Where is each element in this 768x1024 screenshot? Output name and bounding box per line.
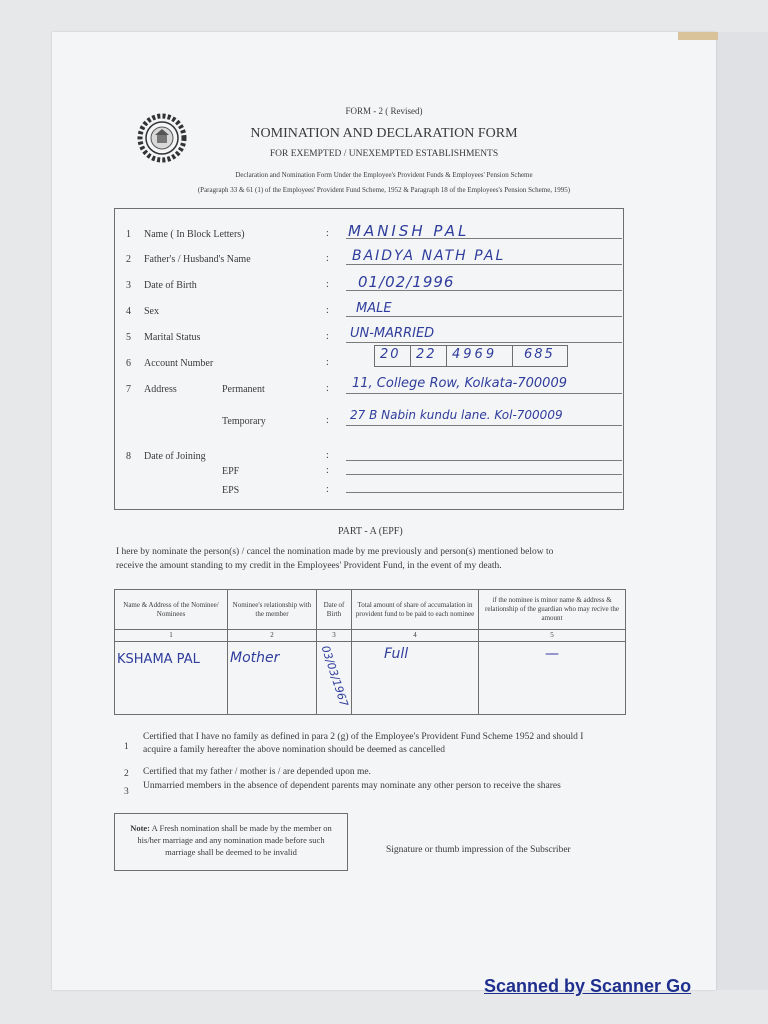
colon: : [326, 465, 329, 476]
table-number-row [115, 630, 626, 642]
account-number-label: Account Number [144, 358, 214, 369]
part-a-title: PART - A (EPF) [338, 526, 403, 537]
part-a-intro-line2: receive the amount standing to my credit in the Employees' Provident Fund, in the event of my death. [116, 561, 502, 571]
nominee-dob: 03/03/1967 [318, 643, 351, 709]
father-name-value[interactable]: BAIDYA NATH PAL [352, 248, 506, 264]
form-description-1: Declaration and Nomination Form Under the Employee's Provident Funds & Employees' Pension Scheme [235, 171, 533, 179]
colon: : [326, 415, 329, 426]
nominee-dob-cell[interactable] [317, 641, 352, 714]
dob-value[interactable]: 01/02/1996 [358, 273, 455, 291]
colon: : [326, 383, 329, 394]
relationship-cell[interactable] [228, 641, 317, 714]
permanent-underline [346, 393, 622, 394]
field-number: 3 [126, 280, 131, 291]
cert-number: 3 [124, 787, 129, 797]
field-number: 8 [126, 451, 131, 462]
nominee-relationship: Mother [230, 649, 280, 666]
colon: : [326, 357, 329, 368]
account-part: 685 [524, 347, 555, 362]
father-underline [346, 264, 622, 265]
colon: : [326, 331, 329, 342]
column-number: 5 [479, 630, 626, 642]
guardian-value: — [545, 645, 559, 662]
dob-underline [346, 290, 622, 291]
marital-underline [346, 342, 622, 343]
colon: : [326, 228, 329, 239]
part-a-intro-line1: I here by nominate the person(s) / cancel the nomination made by me previously and person(s) mentioned below to [116, 547, 554, 557]
form-title: NOMINATION AND DECLARATION FORM [250, 126, 518, 141]
column-header: Name & Address of the Nominee/ Nominees [115, 590, 228, 630]
epf-label: EPF [222, 466, 240, 477]
account-part: 4969 [452, 347, 498, 362]
table-row [115, 641, 626, 714]
account-part: 20 [380, 347, 401, 362]
permanent-address-value[interactable]: 11, College Row, Kolkata-700009 [352, 376, 567, 391]
certification-1-line1: Certified that I have no family as defined in para 2 (g) of the Employee's Provident Fund Scheme 1952 and should I [143, 732, 584, 742]
address-label: Address [144, 384, 177, 395]
share-cell[interactable] [352, 641, 479, 714]
father-name-label: Father's / Husband's Name [144, 254, 251, 265]
account-divider [446, 345, 447, 366]
field-number: 4 [126, 306, 131, 317]
note-line1 [114, 823, 348, 833]
column-number: 2 [228, 630, 317, 642]
colon: : [326, 450, 329, 461]
colon: : [326, 305, 329, 316]
cert-number: 2 [124, 769, 129, 779]
signature-label[interactable]: Signature or thumb impression of the Subscriber [386, 845, 571, 855]
field-number: 7 [126, 384, 131, 395]
temporary-address-value[interactable]: 27 B Nabin kundu lane. Kol-700009 [350, 408, 563, 422]
nominee-name-cell[interactable] [115, 641, 228, 714]
permanent-address-label: Permanent [222, 384, 265, 395]
joining-underline [346, 460, 622, 461]
column-header: Total amount of share of accumalation in provident fund to be paid to each nominee [352, 590, 479, 630]
field-number: 2 [126, 254, 131, 265]
colon: : [326, 279, 329, 290]
form-number: FORM - 2 ( Revised) [345, 106, 423, 116]
note-line3: marriage shall be deemed to be invalid [165, 847, 297, 857]
account-divider [512, 345, 513, 366]
colon: : [326, 253, 329, 264]
form-subtitle: FOR EXEMPTED / UNEXEMPTED ESTABLISHMENTS [269, 149, 499, 159]
background-strip [716, 32, 768, 990]
date-of-joining-label: Date of Joining [144, 451, 206, 462]
field-number: 6 [126, 358, 131, 369]
column-header: Nominee's relationship with the member [228, 590, 317, 630]
account-part: 22 [416, 347, 437, 362]
scanner-watermark: Scanned by Scanner Go [484, 976, 692, 996]
epf-underline[interactable] [346, 474, 622, 475]
folder-tab [678, 32, 718, 40]
form-description-2: (Paragraph 33 & 61 (1) of the Employees' Provident Fund Scheme, 1952 & Paragraph 18 of the Employees's Pension Scheme, 1995) [197, 186, 571, 194]
certification-3: Unmarried members in the absence of dependent parents may nominate any other person to receive the shares [143, 781, 561, 791]
column-header: Date of Birth [317, 590, 352, 630]
nominee-table [114, 589, 626, 715]
sex-underline [346, 316, 622, 317]
colon: : [326, 484, 329, 495]
column-header: if the nominee is minor name & address & relationship of the guardian who may recive the amount [479, 590, 626, 630]
field-number: 5 [126, 332, 131, 343]
sex-value[interactable]: MALE [356, 301, 392, 316]
nominee-name: KSHAMA PAL [117, 651, 200, 667]
name-label: Name ( In Block Letters) [144, 229, 245, 240]
column-number: 1 [115, 630, 228, 642]
note-text-1: A Fresh nomination shall be made by the member on [150, 823, 332, 833]
cert-number: 1 [124, 742, 129, 752]
table-header-row [115, 590, 626, 630]
note-line2: his/her marriage and any nomination made before such [137, 835, 325, 845]
sex-label: Sex [144, 306, 159, 317]
marital-status-value[interactable]: UN-MARRIED [350, 326, 435, 341]
nominee-share: Full [384, 645, 409, 662]
certification-1-line2: acquire a family hereafter the above nomination should be deemed as cancelled [143, 745, 446, 755]
marital-status-label: Marital Status [144, 332, 201, 343]
temporary-address-label: Temporary [222, 416, 266, 427]
certification-2: Certified that my father / mother is / are depended upon me. [143, 767, 371, 777]
name-value[interactable]: MANISH PAL [348, 222, 470, 240]
field-number: 1 [126, 229, 131, 240]
name-underline [346, 238, 622, 239]
temporary-underline [346, 425, 622, 426]
column-number: 3 [317, 630, 352, 642]
account-divider [410, 345, 411, 366]
eps-underline[interactable] [346, 492, 622, 493]
guardian-cell[interactable] [479, 641, 626, 714]
dob-label: Date of Birth [144, 280, 197, 291]
column-number: 4 [352, 630, 479, 642]
note-label: Note: [130, 823, 151, 833]
eps-label: EPS [222, 485, 240, 496]
